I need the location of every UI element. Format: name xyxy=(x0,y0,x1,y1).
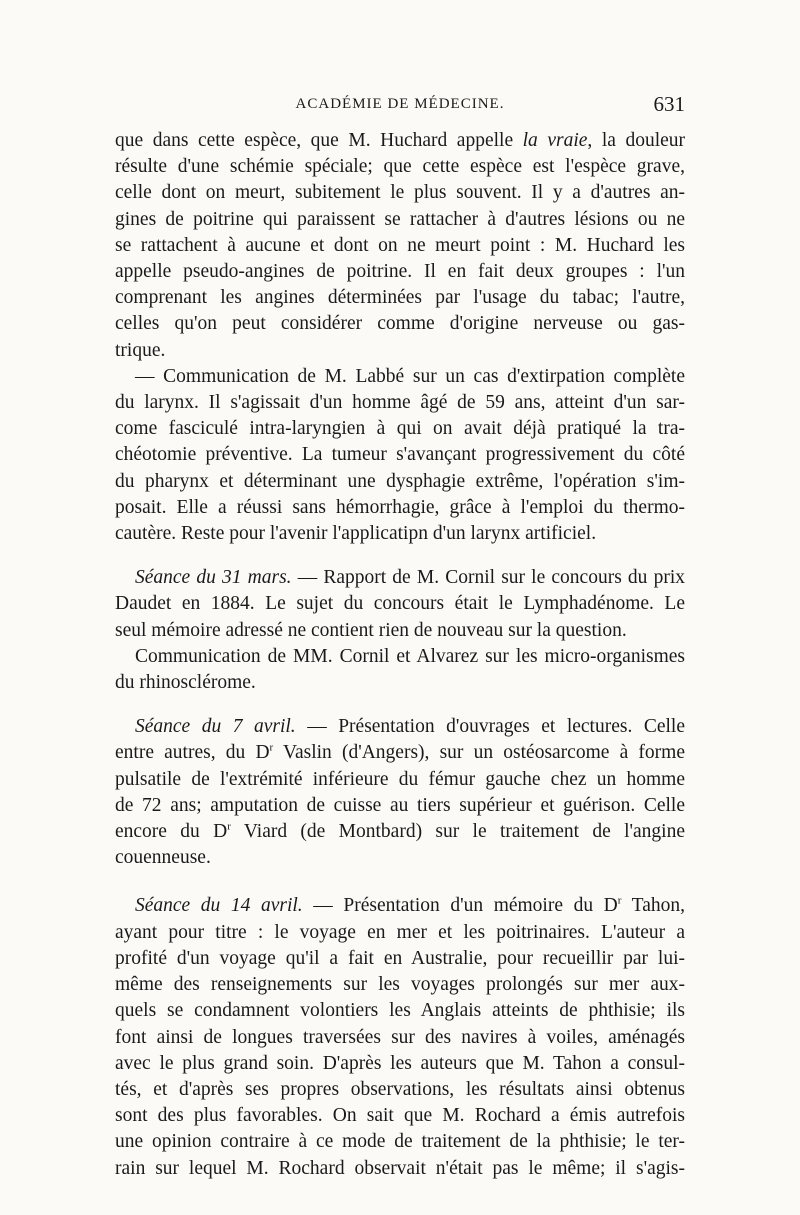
text-line: sont des plus favorables. On sait que M. Rochard a émis autrefois xyxy=(115,1105,685,1127)
page-number: 631 xyxy=(653,92,685,116)
seance-date: Séance du 7 avril. xyxy=(135,716,296,738)
text-line: cautère. Reste pour l'avenir l'applicatipn d'un larynx artificiel. xyxy=(115,523,597,545)
text-line: trique. xyxy=(115,339,166,361)
text-line: ayant pour titre : le voyage en mer et les poitrinaires. L'auteur a xyxy=(115,921,685,943)
section-seance-7-avril xyxy=(115,714,685,871)
text-line: que dans cette espèce, que M. Huchard appelle la vraie, la douleur xyxy=(115,130,686,151)
text-line: posait. Elle a réussi sans hémorrhagie, grâce à l'emploi du thermo- xyxy=(115,496,685,518)
running-head: ACADÉMIE DE MÉDECINE. xyxy=(295,96,505,112)
text-line: Séance du 7 avril. — Présentation d'ouvrages et lectures. Celle xyxy=(135,716,685,738)
text-line: come fasciculé intra-laryngien à qui on avait déjà pratiqué la tra- xyxy=(115,418,685,440)
text-line: profité d'un voyage qu'il a fait en Australie, pour recueillir par lui- xyxy=(115,947,685,969)
text-line: du larynx. Il s'agissait d'un homme âgé de 59 ans, atteint d'un sar- xyxy=(115,392,685,414)
text-line: pulsatile de l'extrémité inférieure du fémur gauche chez un homme xyxy=(115,768,685,790)
text-line: seul mémoire adressé ne contient rien de nouveau sur la question. xyxy=(115,619,627,641)
text-line: couenneuse. xyxy=(115,847,211,869)
text-line: Daudet en 1884. Le sujet du concours était le Lymphadénome. Le xyxy=(115,593,685,615)
text-line: avec le plus grand soin. D'après les auteurs que M. Tahon a consul- xyxy=(115,1052,685,1074)
page-header xyxy=(115,92,685,122)
text-line: chéotomie préventive. La tumeur s'avançant progressivement du côté xyxy=(115,444,685,466)
text-line: Séance du 14 avril. — Présentation d'un mémoire du $D^r$ Tahon, xyxy=(135,894,686,917)
text-line: — Communication de M. Labbé sur un cas d'extirpation complète xyxy=(135,365,685,387)
seance-date: Séance du 14 avril. xyxy=(135,895,303,917)
paragraph-labbe xyxy=(115,364,685,547)
text-line: celle dont on meurt, subitement le plus souvent. Il y a d'autres an- xyxy=(115,182,685,204)
text-line: du pharynx et déterminant une dysphagie extrême, l'opération s'im- xyxy=(115,470,685,492)
text-line: une opinion contraire à ce mode de traitement de la phthisie; le ter- xyxy=(115,1131,685,1153)
text-line: comprenant les angines déterminées par l'usage du tabac; l'autre, xyxy=(115,287,685,309)
body-text xyxy=(115,128,685,1182)
text-line: Séance du 31 mars. — Rapport de M. Cornil sur le concours du prix xyxy=(135,567,685,589)
section-seance-31-mars xyxy=(115,565,685,696)
text-line: font ainsi de longues traversées sur des navires à voiles, aménagés xyxy=(115,1026,685,1048)
text-line: tés, et d'après ses propres observations, les résultats ainsi obtenus xyxy=(115,1078,685,1100)
text-line: entre autres, du $D^r$ Vaslin (d'Angers), sur un ostéosarcome à forme xyxy=(115,741,685,764)
text-line: gines de poitrine qui paraissent se rattacher à d'autres lésions ou ne xyxy=(115,208,685,230)
text-line: même des renseignements sur les voyages prolongés sur mer aux- xyxy=(115,974,685,996)
text-line: celles qu'on peut considérer comme d'origine nerveuse ou gas- xyxy=(115,313,685,335)
emphasis-la-vraie: la vraie xyxy=(522,130,588,151)
text-line: se rattachent à aucune et dont on ne meurt point : M. Huchard les xyxy=(115,234,685,256)
text-line: de 72 ans; amputation de cuisse au tiers supérieur et guérison. Celle xyxy=(115,794,685,816)
seance-date: Séance du 31 mars. xyxy=(135,567,292,589)
text-line: rain sur lequel M. Rochard observait n'était pas le même; il s'agis- xyxy=(115,1157,685,1179)
section-seance-14-avril xyxy=(115,893,685,1181)
text-line: résulte d'une schémie spéciale; que cette espèce est l'espèce grave, xyxy=(115,156,685,178)
paragraph-huchard xyxy=(115,128,685,364)
text-line: Communication de MM. Cornil et Alvarez sur les micro-organismes xyxy=(135,645,685,667)
text-line: encore du $D^r$ Viard (de Montbard) sur le traitement de l'angine xyxy=(115,820,685,843)
text-line: quels se condamnent volontiers les Anglais atteints de phthisie; ils xyxy=(115,1000,685,1022)
text-line: appelle pseudo-angines de poitrine. Il en fait deux groupes : l'un xyxy=(115,261,685,283)
text-line: du rhinosclérome. xyxy=(115,672,256,694)
